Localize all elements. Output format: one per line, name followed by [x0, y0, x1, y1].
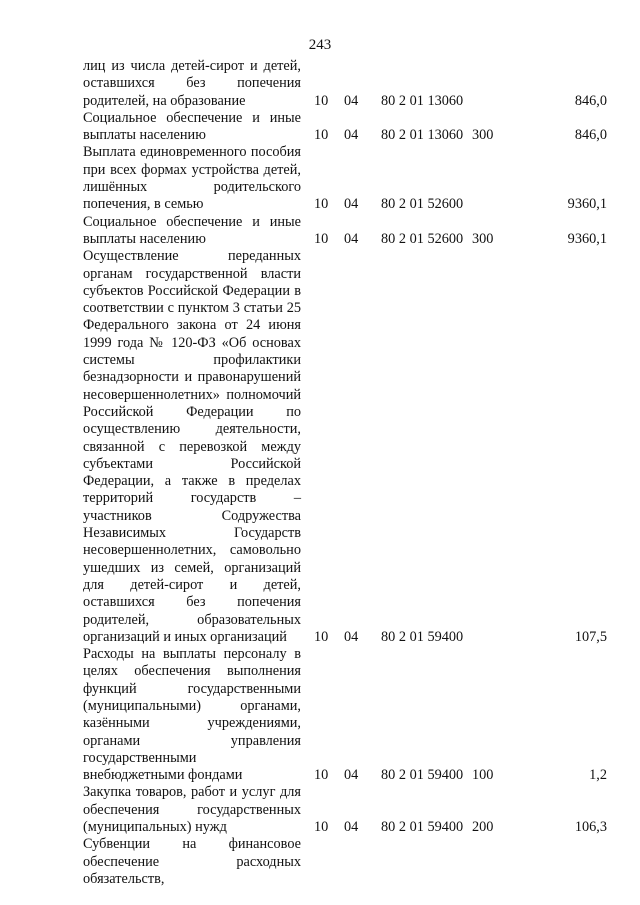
amount: 1,2: [589, 767, 607, 784]
amount: 9360,1: [567, 196, 607, 213]
subsection-code: 04: [344, 819, 359, 836]
section-code: 10: [314, 230, 329, 247]
section-code: 10: [314, 127, 329, 144]
target-article-code: 80 2 01 59400: [381, 767, 464, 784]
row-description: Социальное обеспечение и иные выплаты населению: [83, 213, 301, 247]
subsection-code: 04: [344, 196, 359, 213]
section-code: 10: [314, 92, 329, 109]
page-number: 243: [308, 37, 332, 53]
amount: 107,5: [574, 628, 607, 645]
section-code: 10: [314, 196, 329, 213]
row-description: Социальное обеспечение и иные выплаты населению: [83, 109, 301, 144]
table-row: [0, 214, 640, 249]
target-article-code: 80 2 01 13060: [381, 92, 464, 109]
expense-type-code: 100: [472, 767, 494, 784]
table-row: [0, 646, 640, 784]
expense-type-code: 200: [472, 819, 494, 836]
table-row: [0, 784, 640, 836]
row-description: Осуществление переданных органам государственной власти субъектов Российской Федерации в соответствии с пунктом 3 статьи 25 Федерального закона от 24 июня 1999 года № 120-ФЗ «Об основах системы профилактики безнадзорности и правонарушений несовершеннолетних» полномочий Российской Федерации по осуществлению деятельности, связанной с перевозкой между субъектами Российской Федерации, а также в пределах территорий государств – участников Содружества Независимых Государств несовершеннолетних, самовольно ушедших из семей, организаций для детей-сирот и детей, оставшихся без попечения родителей, образовательных организаций и иных организаций: [83, 248, 301, 645]
target-article-code: 80 2 01 52600: [381, 196, 464, 213]
section-code: 10: [314, 819, 329, 836]
subsection-code: 04: [344, 628, 359, 645]
subsection-code: 04: [344, 230, 359, 247]
subsection-code: 04: [344, 767, 359, 784]
row-description: Расходы на выплаты персоналу в целях обеспечения выполнения функций государственными (муниципальными) органами, казёнными учреждениями, органами управления государственными внебюджетными фондами: [83, 646, 301, 784]
target-article-code: 80 2 01 59400: [381, 628, 464, 645]
table-row: [0, 248, 640, 646]
row-description: лиц из числа детей-сирот и детей, оставшихся без попечения родителей, на образование: [83, 58, 301, 109]
target-article-code: 80 2 01 59400: [381, 819, 464, 836]
amount: 846,0: [574, 92, 607, 109]
amount: 9360,1: [567, 230, 607, 247]
subsection-code: 04: [344, 127, 359, 144]
amount: 106,3: [574, 819, 607, 836]
subsection-code: 04: [344, 92, 359, 109]
amount: 846,0: [574, 127, 607, 144]
expense-type-code: 300: [472, 127, 494, 144]
expense-type-code: 300: [472, 230, 494, 247]
section-code: 10: [314, 628, 329, 645]
section-code: 10: [314, 767, 329, 784]
table-row: [0, 110, 640, 145]
target-article-code: 80 2 01 13060: [381, 127, 464, 144]
budget-table: [0, 58, 640, 888]
table-row: [0, 836, 640, 888]
table-row: [0, 144, 640, 213]
table-row: [0, 58, 640, 110]
target-article-code: 80 2 01 52600: [381, 230, 464, 247]
row-description: Выплата единовременного пособия при всех формах устройства детей, лишённых родительского попечения, в семью: [83, 144, 301, 213]
row-description: Закупка товаров, работ и услуг для обеспечения государственных (муниципальных) нужд: [83, 784, 301, 836]
row-description: Субвенции на финансовое обеспечение расходных обязательств,: [83, 836, 301, 887]
